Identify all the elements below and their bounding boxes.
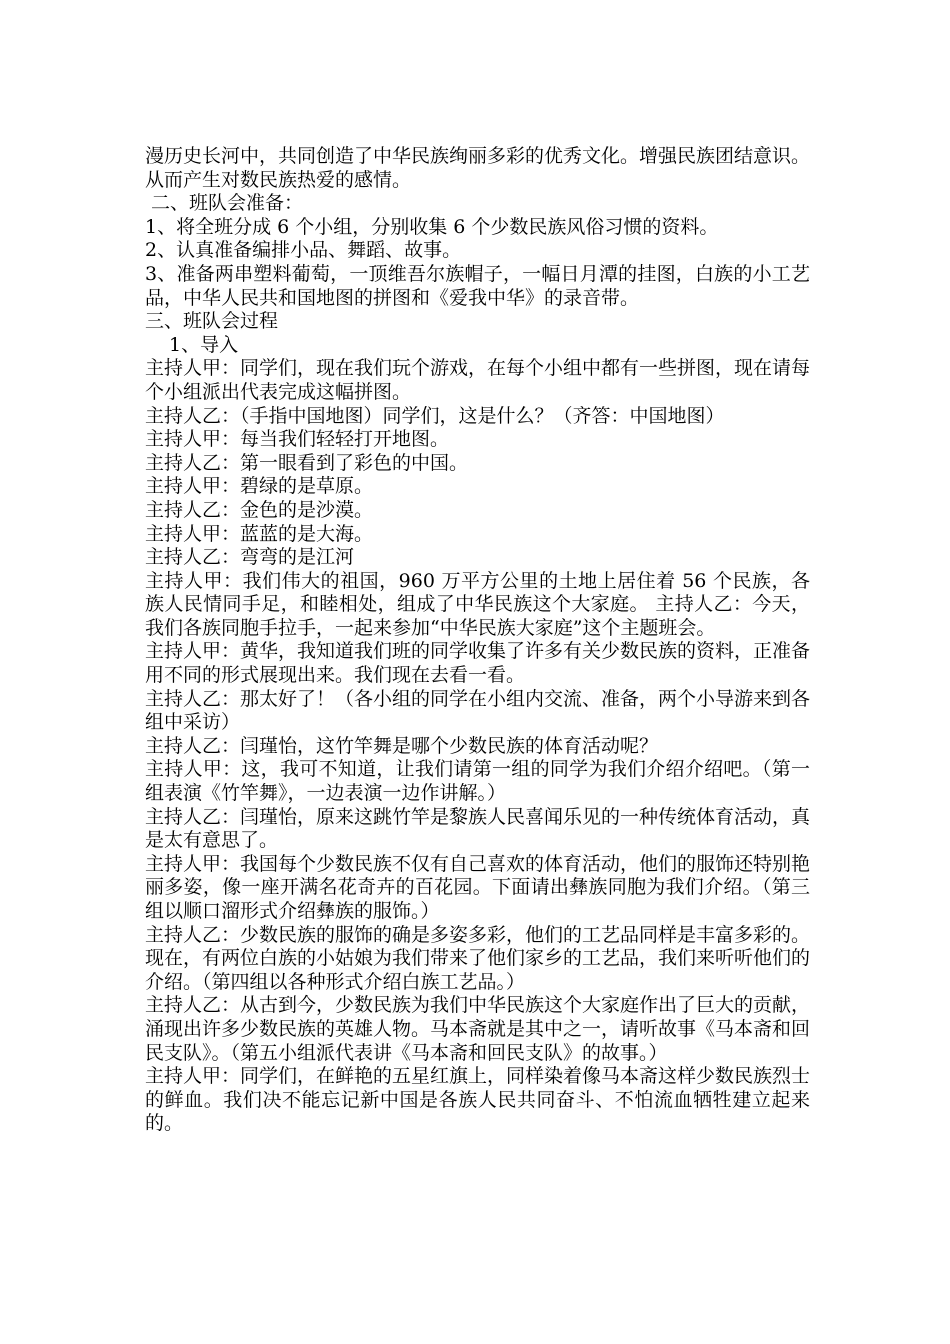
dialogue-line: 主持人甲：同学们，现在我们玩个游戏，在每个小组中都有一些拼图，现在请每个小组派出代表完成这幅拼图。 <box>145 357 811 403</box>
dialogue-line: 主持人甲：蓝蓝的是大海。 <box>145 522 374 545</box>
dialogue-line: 主持人乙：那太好了！（各小组的同学在小组内交流、准备，两个小导游来到各组中采访） <box>145 687 811 734</box>
paragraph-intro-continuation: 漫历史长河中，共同创造了中华民族绚丽多彩的优秀文化。增强民族团结意识。从而产生对数民族热爱的感情。 <box>145 145 811 191</box>
dialogue-line: 主持人甲：同学们，在鲜艳的五星红旗上，同样染着像马本斋这样少数民族烈士的鲜血。我们决不能忘记新中国是各族人民共同奋斗、不怕流血牺牲建立起来的。 <box>145 1065 811 1135</box>
dialogue-line: 主持人乙：第一眼看到了彩色的中国。 <box>145 451 469 474</box>
subheading-introduction: 1、导入 <box>169 333 239 356</box>
dialogue-line: 主持人甲：每当我们轻轻打开地图。 <box>145 428 450 451</box>
section-heading-preparation: 二、班队会准备： <box>151 192 304 215</box>
dialogue-line: 主持人乙：（手指中国地图）同学们，这是什么？（齐答：中国地图） <box>145 404 725 427</box>
dialogue-line: 主持人乙：弯弯的是江河 <box>145 546 355 569</box>
dialogue-line: 主持人甲：我们伟大的祖国，960 万平方公里的土地上居住着 56 个民族，各族人民情同手足，和睦相处，组成了中华民族这个大家庭。 主持人乙：今天，我们各族同胞手拉手，一起来参加“中华民族大家庭”这个主题班会。 <box>145 569 810 639</box>
list-item-prep-1: 1、将全班分成 6 个小组，分别收集 6 个少数民族风俗习惯的资料。 <box>145 215 719 238</box>
dialogue-line: 主持人乙：从古到今，少数民族为我们中华民族这个大家庭作出了巨大的贡献，涌现出许多少数民族的英雄人物。马本斋就是其中之一，请听故事《马本斋和回民支队》。（第五小组派代表讲《马本斋和回民支队》的故事。） <box>145 994 811 1064</box>
dialogue-line: 主持人甲：我国每个少数民族不仅有自己喜欢的体育活动，他们的服饰还特别艳丽多姿，像一座开满名花奇卉的百花园。下面请出彝族同胞为我们介绍。（第三组以顺口溜形式介绍彝族的服饰。） <box>145 852 811 922</box>
dialogue-line: 主持人乙：闫瑾怡，原来这跳竹竿是黎族人民喜闻乐见的一种传统体育活动，真是太有意思了。 <box>145 805 811 852</box>
dialogue-line: 主持人乙：金色的是沙漠。 <box>145 498 374 521</box>
dialogue-line: 主持人乙：闫瑾怡，这竹竿舞是哪个少数民族的体育活动呢？ <box>145 734 659 757</box>
dialogue-line: 主持人乙：少数民族的服饰的确是多姿多彩，他们的工艺品同样是丰富多彩的。现在，有两位白族的小姑娘为我们带来了他们家乡的工艺品，我们来听听他们的介绍。（第四组以各种形式介绍白族工艺品。） <box>145 923 811 993</box>
dialogue-line: 主持人甲：碧绿的是草原。 <box>145 475 374 498</box>
dialogue-line: 主持人甲：黄华，我知道我们班的同学收集了许多有关少数民族的资料，正准备用不同的形式展现出来。我们现在去看一看。 <box>145 640 811 687</box>
list-item-prep-2: 2、认真准备编排小品、舞蹈、故事。 <box>145 239 462 262</box>
section-heading-process: 三、班队会过程 <box>145 310 279 333</box>
dialogue-line: 主持人甲：这，我可不知道，让我们请第一组的同学为我们介绍介绍吧。（第一组表演《竹竿舞》，一边表演一边作讲解。） <box>145 758 810 805</box>
list-item-prep-3: 3、准备两串塑料葡萄，一顶维吾尔族帽子，一幅日月潭的挂图，白族的小工艺品，中华人民共和国地图的拼图和《爱我中华》的录音带。 <box>145 262 810 309</box>
document-page <box>145 145 810 1136</box>
